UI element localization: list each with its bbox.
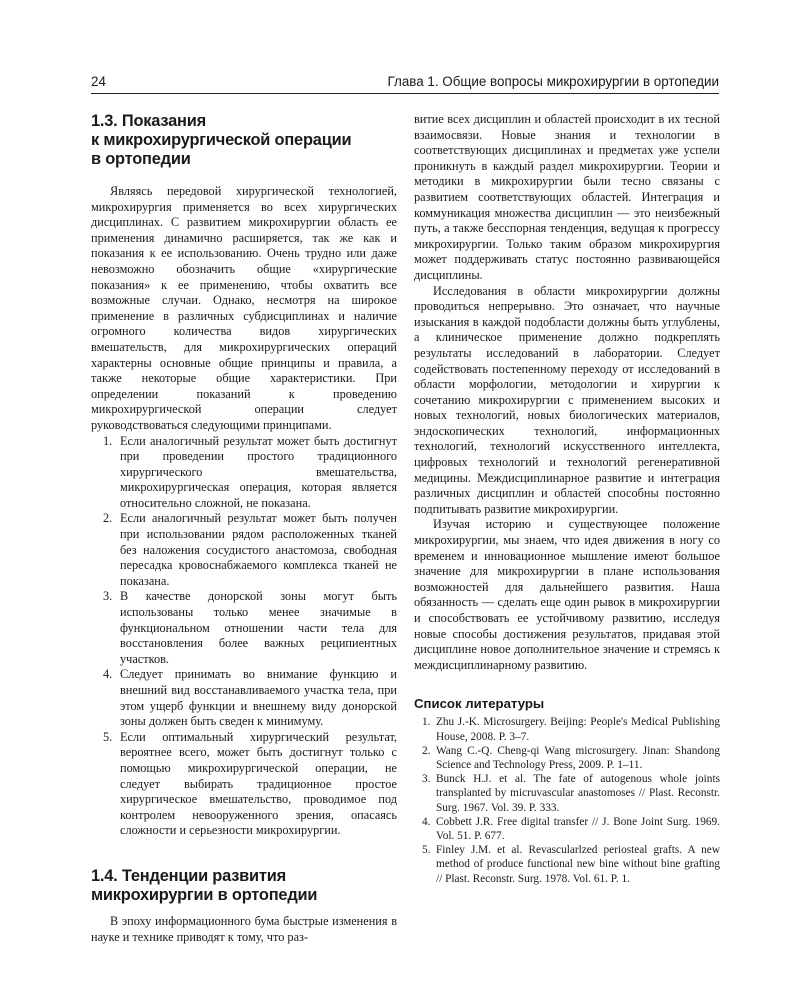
reference-item (414, 772, 720, 815)
list-item (91, 434, 397, 512)
list-item (91, 511, 397, 589)
references-heading: Список литературы (414, 696, 545, 712)
section-1-4-heading (91, 867, 397, 905)
reference-number: 2. (422, 744, 431, 757)
item-text: Если оптимальный хирургический результат, вероятнее всего, может быть достигнут только с помощью микрохирургической операции, не следует выбирать традиционное простое хирургическое вмешательство, проводимое под контролем невооруженного зрения, опасаясь сложности и серьезности микрохирургии. (120, 729, 397, 838)
item-number: 3. (103, 589, 113, 604)
reference-text: Zhu J.-K. Microsurgery. Beijing: People's Medical Publishing House, 2008. P. 3–7. (436, 716, 720, 743)
list-item (91, 589, 397, 667)
history-paragraph: Изучая историю и существующее положение микрохирургии, мы знаем, что идея движения в ногу со временем и инновационное мышление имеют большое значение для микрохирургии в плане использования возможностей для дальнейшего развития. Наша обязанность — сделать еще один рывок в микрохирургии и способствовать ее устойчивому развитию, исследуя новые способы достижения результатов, придавая этой дисциплине новое дополнительное значение и стремясь к междисциплинарному развитию. (414, 517, 720, 672)
item-number: 1. (103, 433, 113, 448)
references-list (414, 715, 720, 885)
reference-item (414, 843, 720, 886)
right-column (414, 112, 720, 886)
list-item (91, 730, 397, 839)
reference-number: 1. (422, 716, 431, 729)
page-number: 24 (91, 74, 106, 89)
reference-number: 4. (422, 815, 431, 828)
reference-text: Wang C.-Q. Cheng-qi Wang microsurgery. Jinan: Shandong Science and Technology Press, 2009. P. 1–11. (436, 744, 720, 771)
heading-line: микрохирургии в ортопедии (91, 885, 318, 904)
heading-line: 1.4. Тенденции развития (91, 866, 287, 885)
research-paragraph: Исследования в области микрохирургии должны проводиться непрерывно. Это означает, что научные изыскания в каждой подобласти должны быть углублены, а клиническое применение должно подкреплять результаты исследований в лаборатории. Следует содействовать постепенному переходу от исследований в области морфологии, методологии и хирургии к сочетанию микрохирургии с применением высоких и новых технологий, новых биологических материалов, эндоскопических технологий, информационных технологий, технологий искусственного интеллекта, цифровых технологий и технологий регенеративной медицины. Междисциплинарное развитие и интеграция различных дисциплин и областей способны постоянно подпитывать развитие микрохирургии. (414, 283, 720, 516)
section-1-3-heading (91, 112, 397, 169)
running-header (91, 69, 719, 94)
item-text: В качестве донорской зоны могут быть использованы только менее значимые в функциональном отношении части тела для восстановления более важных реципиентных участков. (120, 589, 397, 666)
trends-paragraph-start: В эпоху информационного бума быстрые изменения в науке и технике приводят к тому, что раз- (91, 913, 397, 944)
reference-text: Finley J.M. et al. Revascularlzed periosteal grafts. A new method of produce functional new bine without bine grafting // Plast. Reconstr. Surg. 1978. Vol. 61. P. 1. (436, 844, 720, 885)
reference-number: 3. (422, 773, 431, 786)
trends-paragraph-continued: витие всех дисциплин и областей происходит в их тесной взаимосвязи. Новые знания и технологии в соответствующих дисциплинах и предметах уже успели проникнуть в каждый раздел микрохирургии. Теории и методики в микрохирургии были тесно связаны с развитием соответствующих областей. Интеграция и коммуникация множества дисциплин — это неизбежный путь, а также бесспорная тенденция, ведущая к прогрессу микрохирургии. Только таким образом микрохирургия может поддерживать статус постоянно развивающейся дисциплины. (414, 112, 720, 282)
item-number: 4. (103, 667, 113, 682)
reference-item (414, 744, 720, 772)
reference-text: Bunck H.J. et al. The fate of autogenous whole joints transplanted by micruvascular anastomoses // Plast. Reconstr. Surg. 1967. Vol. 39. P. 333. (436, 773, 720, 814)
reference-item (414, 715, 720, 743)
heading-line: в ортопедии (91, 150, 191, 168)
heading-line: к микрохирургической операции (91, 131, 352, 149)
reference-text: Cobbett J.R. Free digital transfer // J. Bone Joint Surg. 1969. Vol. 51. P. 677. (436, 815, 720, 842)
item-text: Следует принимать во внимание функцию и внешний вид восстанавливаемого участка тела, при этом ущерб функции и внешнему виду донорской зоны должен быть сведен к минимуму. (120, 667, 397, 729)
intro-paragraph: Являясь передовой хирургической технологией, микрохирургия применяется во всех хирургических дисциплинах. С развитием микрохирургии область ее применения динамично расширяется, так же как и показания к ее использованию. Очень трудно или даже невозможно обозначить общие «хирургические показания» к ее применению, чтобы охватить все возможные случаи. Однако, несмотря на широкое применение в различных субдисциплинах и наличие огромного количества видов хирургических вмешательств, для микрохирургических операций характерны основные общие принципы и правила, а также некоторые общие характеристики. При определении показаний к проведению микрохирургической операции следует руководствоваться следующими принципами. (91, 184, 397, 432)
item-number: 2. (103, 511, 113, 526)
item-number: 5. (103, 729, 113, 744)
left-column (91, 112, 397, 945)
heading-line: 1.3. Показания (91, 112, 206, 130)
chapter-title: Глава 1. Общие вопросы микрохирургии в ортопедии (387, 74, 719, 89)
list-item (91, 667, 397, 729)
principles-list (91, 434, 397, 839)
item-text: Если аналогичный результат может быть получен при использовании рядом расположенных тканей без наложения сосудистого анастомоза, свободная пересадка кровоснабжаемого комплекса тканей не показана. (120, 511, 397, 588)
item-text: Если аналогичный результат может быть достигнут при проведении простого традиционного хирургического вмешательства, микрохирургическая операция, которая является относительно сложной, не показана. (120, 433, 397, 510)
reference-number: 5. (422, 844, 431, 857)
reference-item (414, 815, 720, 843)
